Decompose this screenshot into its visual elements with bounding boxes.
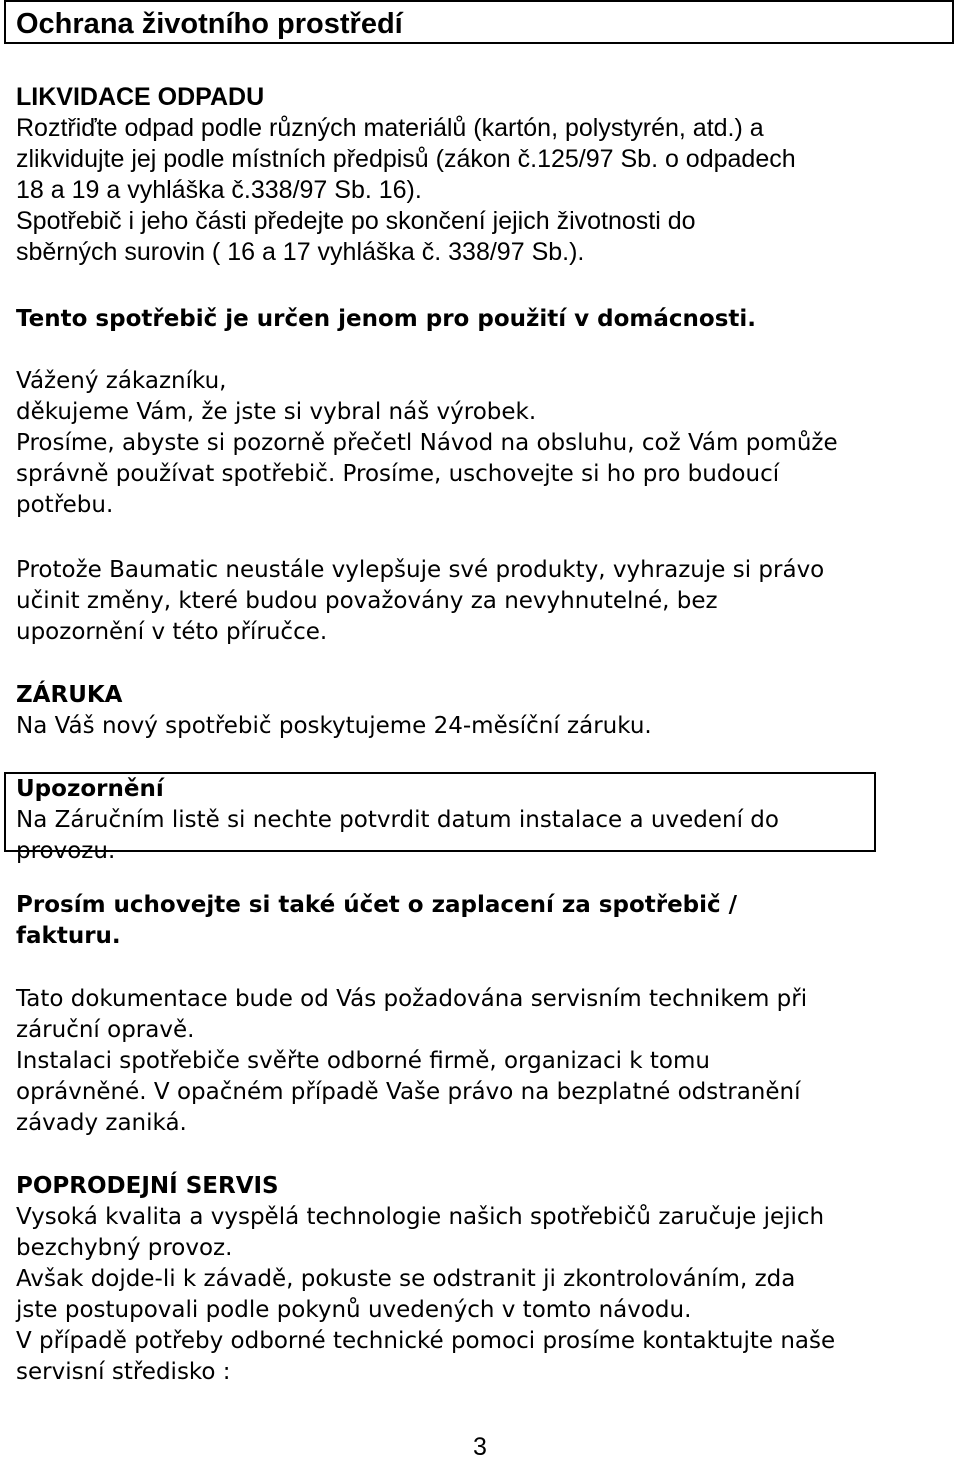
service-line: servisní středisko : [16,1359,231,1385]
warranty-heading: ZÁRUKA [16,682,123,708]
documentation-line: Instalaci spotřebiče svěřte odborné firmě, organizaci k tomu [16,1048,710,1074]
customer-line: děkujeme Vám, že jste si vybral náš výrobek. [16,399,537,425]
invoice-line: fakturu. [16,923,121,949]
invoice-line: Prosím uchovejte si také účet o zaplacení za spotřebič / [16,892,738,918]
disposal-section [16,82,946,268]
disposal-line: Spotřebič i jeho části předejte po skončení jejich životnosti do [16,207,696,235]
customer-section [16,366,946,521]
improvements-line: učinit změny, které budou považovány za nevyhnutelné, bez [16,588,718,614]
warranty-text: Na Váš nový spotřebič poskytujeme 24-měsíční záruku. [16,713,652,739]
warranty-section [16,680,946,742]
household-note: Tento spotřebič je určen jenom pro použití v domácnosti. [16,306,757,332]
notice-line: Na Záručním listě si nechte potvrdit datum instalace a uvedení do [16,807,779,833]
section-title: Ochrana životního prostředí [4,0,954,44]
page-number: 3 [473,1433,487,1461]
disposal-line: zlikvidujte jej podle místních předpisů (zákon č.125/97 Sb. o odpadech [16,145,796,173]
disposal-line: sběrných surovin ( 16 a 17 vyhláška č. 338/97 Sb.). [16,238,585,266]
improvements-line: Protože Baumatic neustále vylepšuje své produkty, vyhrazuje si právo [16,557,825,583]
disposal-heading: LIKVIDACE ODPADU [16,83,265,111]
service-line: Vysoká kvalita a vyspělá technologie našich spotřebičů zaručuje jejich [16,1204,825,1230]
improvements-line: upozornění v této příručce. [16,619,328,645]
customer-line: správně používat spotřebič. Prosíme, uschovejte si ho pro budoucí [16,461,780,487]
disposal-line: Roztřiďte odpad podle různých materiálů (kartón, polystyrén, atd.) a [16,114,764,142]
notice-line: provozu. [16,838,116,864]
service-line: jste postupovali podle pokynů uvedených v tomto návodu. [16,1297,692,1323]
documentation-line: oprávněné. V opačném případě Vaše právo na bezplatné odstranění [16,1079,801,1105]
service-line: Avšak dojde-li k závadě, pokuste se odstranit ji zkontrolováním, zda [16,1266,796,1292]
disposal-line: 18 a 19 a vyhláška č.338/97 Sb. 16). [16,176,422,204]
customer-line: potřebu. [16,492,114,518]
service-line: bezchybný provoz. [16,1235,233,1261]
improvements-section [16,555,946,648]
notice-section [16,774,946,867]
service-line: V případě potřeby odborné technické pomoci prosíme kontaktujte naše [16,1328,836,1354]
documentation-line: Tato dokumentace bude od Vás požadována servisním technikem při [16,986,808,1012]
documentation-line: záruční opravě. [16,1017,195,1043]
invoice-note [16,890,946,952]
notice-heading: Upozornění [16,776,164,802]
service-heading: POPRODEJNÍ SERVIS [16,1173,279,1199]
customer-greeting: Vážený zákazníku, [16,368,227,394]
documentation-line: závady zaniká. [16,1110,187,1136]
documentation-section [16,984,946,1139]
customer-line: Prosíme, abyste si pozorně přečetl Návod na obsluhu, což Vám pomůže [16,430,838,456]
service-section [16,1171,946,1388]
